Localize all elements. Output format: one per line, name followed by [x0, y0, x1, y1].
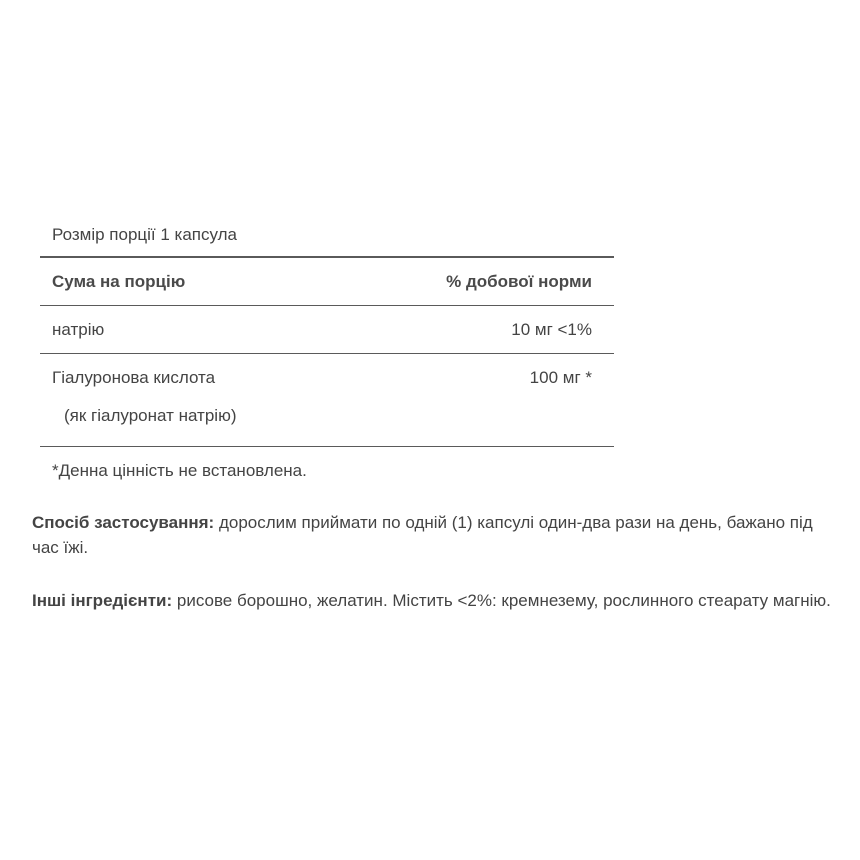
nutrient-value: 10 мг <1% [511, 319, 592, 339]
table-row [40, 354, 614, 447]
nutrient-value: 100 мг * [529, 368, 592, 387]
table-row [40, 306, 614, 354]
daily-value-footnote: *Денна цінність не встановлена. [52, 461, 307, 480]
nutrient-name: натрію [52, 319, 105, 339]
ingredients-text: рисове борошно, желатин. Містить <2%: кремнезему, рослинного стеарату магнію. [172, 591, 831, 610]
ingredients-paragraph [32, 588, 832, 613]
nutrient-source-note: (як гіалуронат натрію) [64, 406, 237, 425]
daily-value-header: % добової норми [446, 271, 592, 291]
usage-paragraph [32, 510, 832, 560]
nutrient-name: Гіалуронова кислота [52, 368, 216, 387]
amount-per-serving-header: Сума на порцію [52, 271, 186, 291]
supplement-facts-table [40, 212, 614, 481]
table-header [40, 258, 614, 306]
serving-size: Розмір порції 1 капсула [40, 212, 614, 258]
usage-label: Спосіб застосування: [32, 513, 215, 532]
ingredients-label: Інші інгредієнти: [32, 591, 173, 610]
usage-text: дорослим приймати по одній (1) капсулі один-два рази на день, бажано під час їжі. [32, 513, 813, 557]
